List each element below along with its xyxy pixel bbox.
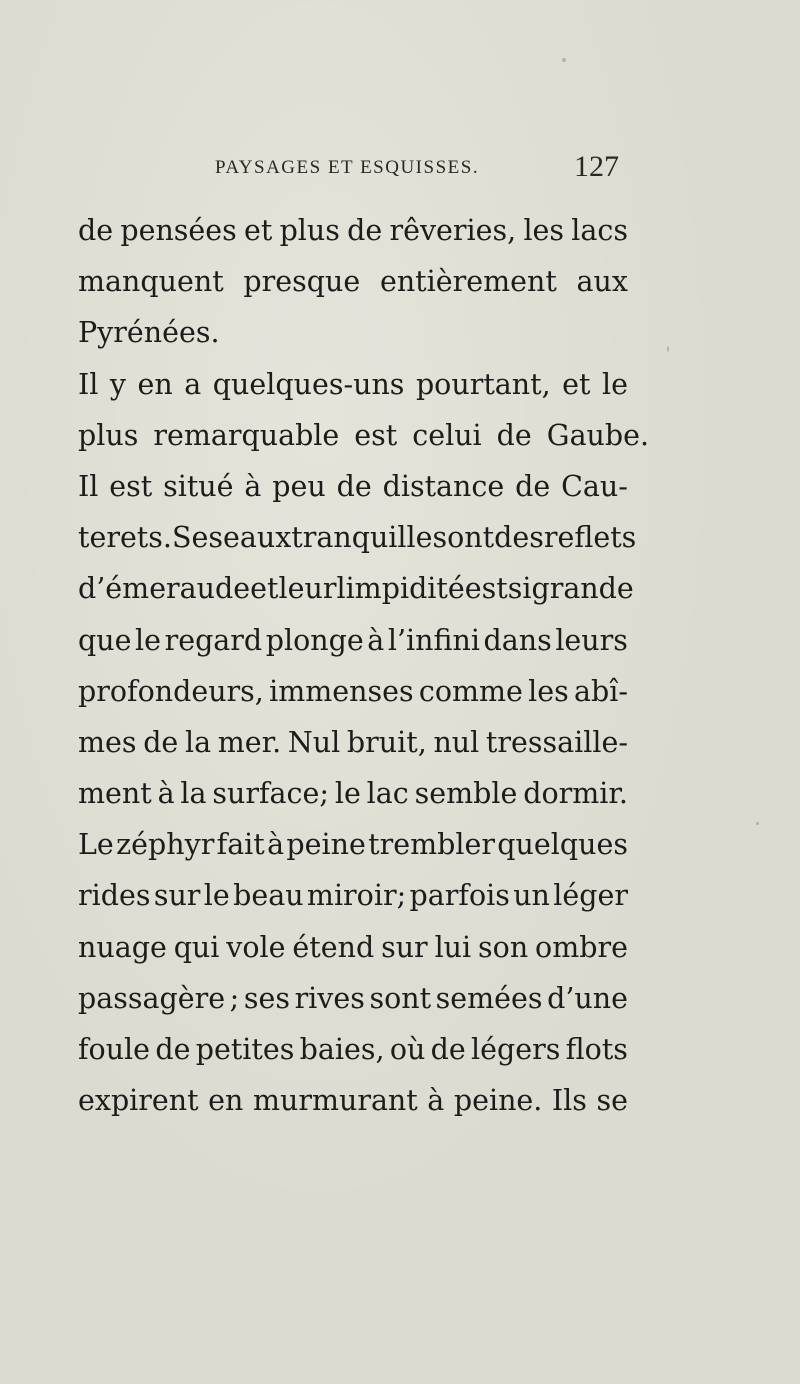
text-line xyxy=(78,620,628,671)
word: comme xyxy=(418,674,523,708)
text-line xyxy=(78,1080,628,1131)
word: ment xyxy=(78,777,152,811)
word: pourtant, xyxy=(415,367,551,401)
word: terets. xyxy=(78,521,172,555)
word: qui xyxy=(173,930,220,964)
word: eaux xyxy=(222,521,292,555)
word: trembler xyxy=(368,828,495,862)
word: semble xyxy=(414,777,518,811)
word: à xyxy=(244,469,262,503)
word: Ses xyxy=(171,521,223,555)
word: regard xyxy=(164,623,263,657)
word: est xyxy=(354,418,398,452)
word: et xyxy=(250,572,279,606)
word: lui xyxy=(434,930,472,964)
word: à xyxy=(367,623,385,657)
word: de xyxy=(496,418,532,452)
word: Il xyxy=(78,469,99,503)
word: si xyxy=(507,572,532,606)
word: mer. xyxy=(217,725,282,759)
word: légers xyxy=(471,1033,561,1066)
word: de xyxy=(336,469,372,503)
word: flots xyxy=(565,1033,628,1066)
word: Ils xyxy=(551,1084,587,1118)
word: bruit, xyxy=(346,725,427,759)
word: expirent xyxy=(78,1084,199,1118)
word: quelques-uns xyxy=(212,367,405,401)
word: où xyxy=(389,1033,426,1066)
paper-speck xyxy=(667,346,669,352)
word: miroir; xyxy=(306,879,407,913)
word: Cau- xyxy=(561,469,628,503)
word: sur xyxy=(153,879,201,913)
word: baies, xyxy=(299,1033,385,1066)
word: ombre xyxy=(535,930,628,964)
text-line xyxy=(78,364,628,415)
word: de xyxy=(155,1033,191,1066)
text-line xyxy=(78,978,628,1029)
word: le xyxy=(602,367,628,401)
word: abî- xyxy=(573,674,628,708)
word: en xyxy=(208,1084,244,1118)
word: leur xyxy=(278,572,337,606)
word: les xyxy=(528,674,569,708)
word: peine xyxy=(286,828,366,862)
text-line xyxy=(78,722,628,773)
word: des xyxy=(494,521,544,555)
word: Pyrénées. xyxy=(78,316,220,350)
word: sont xyxy=(369,981,432,1015)
word: leurs xyxy=(555,623,628,657)
word: manquent xyxy=(78,265,224,299)
word: est xyxy=(464,572,508,606)
word: limpidité xyxy=(336,572,465,606)
word: vole xyxy=(226,930,286,964)
word: fait xyxy=(216,828,265,862)
word: tressaille- xyxy=(485,725,628,759)
word: Le xyxy=(78,828,114,862)
word: presque xyxy=(243,265,361,299)
word: que xyxy=(78,623,132,657)
word: plus xyxy=(279,214,340,247)
word: beau xyxy=(233,879,304,913)
running-head xyxy=(0,150,800,190)
word: de xyxy=(143,725,179,759)
text-line xyxy=(78,773,628,824)
word: remarquable xyxy=(153,418,340,452)
word: rides xyxy=(78,879,151,913)
word: léger xyxy=(553,879,628,913)
word: ont xyxy=(447,521,495,555)
word: l’infini xyxy=(387,623,480,657)
text-line xyxy=(78,517,637,568)
word: lac xyxy=(366,777,409,811)
word: passagère xyxy=(78,981,226,1015)
word: foule xyxy=(78,1033,151,1066)
word: rêveries, xyxy=(389,214,517,247)
text-line xyxy=(78,875,628,926)
word: à xyxy=(427,1084,445,1118)
text-line xyxy=(78,824,628,875)
word: de xyxy=(515,469,551,503)
word: et xyxy=(562,367,591,401)
word: dans xyxy=(483,623,552,657)
word: à xyxy=(157,777,175,811)
word: sur xyxy=(381,930,428,964)
text-line xyxy=(78,927,628,978)
word: Gaube. xyxy=(546,418,650,452)
word: semées xyxy=(435,981,543,1015)
paper-speck xyxy=(756,822,759,825)
word: peine. xyxy=(453,1084,543,1118)
word: zéphyr xyxy=(116,828,215,862)
word: petites xyxy=(195,1033,295,1066)
word: de xyxy=(347,214,383,247)
word: profondeurs, xyxy=(78,674,264,708)
word: se xyxy=(596,1084,628,1118)
text-line xyxy=(78,312,628,363)
word: étend xyxy=(292,930,375,964)
word: ; xyxy=(229,981,240,1015)
word: Il xyxy=(78,367,99,401)
word: aux xyxy=(576,265,628,299)
word: le xyxy=(135,623,162,657)
word: situé xyxy=(163,469,234,503)
word: rives xyxy=(294,981,365,1015)
text-line xyxy=(78,261,628,312)
word: a xyxy=(184,367,202,401)
word: immenses xyxy=(269,674,414,708)
running-title: PAYSAGES ET ESQUISSES. xyxy=(215,157,480,178)
word: murmurant xyxy=(252,1084,418,1118)
word: pensées xyxy=(120,214,237,247)
word: le xyxy=(203,879,230,913)
page-number: 127 xyxy=(574,150,619,183)
text-line xyxy=(78,568,634,619)
word: nul xyxy=(433,725,480,759)
word: en xyxy=(137,367,173,401)
word: entièrement xyxy=(379,265,557,299)
word: celui xyxy=(412,418,482,452)
word: Nul xyxy=(287,725,341,759)
word: les xyxy=(523,214,565,247)
word: tranquilles xyxy=(291,521,448,555)
word: parfois xyxy=(409,879,510,913)
word: distance xyxy=(382,469,505,503)
word: d’une xyxy=(547,981,628,1015)
word: plonge xyxy=(265,623,364,657)
word: son xyxy=(478,930,529,964)
word: reflets xyxy=(543,521,637,555)
word: est xyxy=(109,469,153,503)
text-line xyxy=(78,466,628,517)
body-text xyxy=(78,210,650,1131)
word: et xyxy=(244,214,273,247)
word: nuage xyxy=(78,930,167,964)
word: quelques xyxy=(497,828,628,862)
word: ses xyxy=(243,981,290,1015)
word: de xyxy=(430,1033,466,1066)
word: la xyxy=(180,777,207,811)
word: surface; xyxy=(212,777,329,811)
text-line xyxy=(78,210,628,261)
text-line xyxy=(78,1029,628,1080)
word: le xyxy=(334,777,361,811)
word: mes xyxy=(78,725,137,759)
word: la xyxy=(184,725,212,759)
word: y xyxy=(109,367,126,401)
word: à xyxy=(267,828,285,862)
word: un xyxy=(513,879,550,913)
text-line xyxy=(78,415,650,466)
text-line xyxy=(78,671,628,722)
word: peu xyxy=(272,469,326,503)
word: plus xyxy=(78,418,139,452)
word: d’émeraude xyxy=(78,572,251,606)
word: lacs xyxy=(571,214,628,247)
paper-speck xyxy=(562,58,566,62)
word: de xyxy=(78,214,114,247)
word: dormir. xyxy=(523,777,628,811)
word: grande xyxy=(531,572,634,606)
